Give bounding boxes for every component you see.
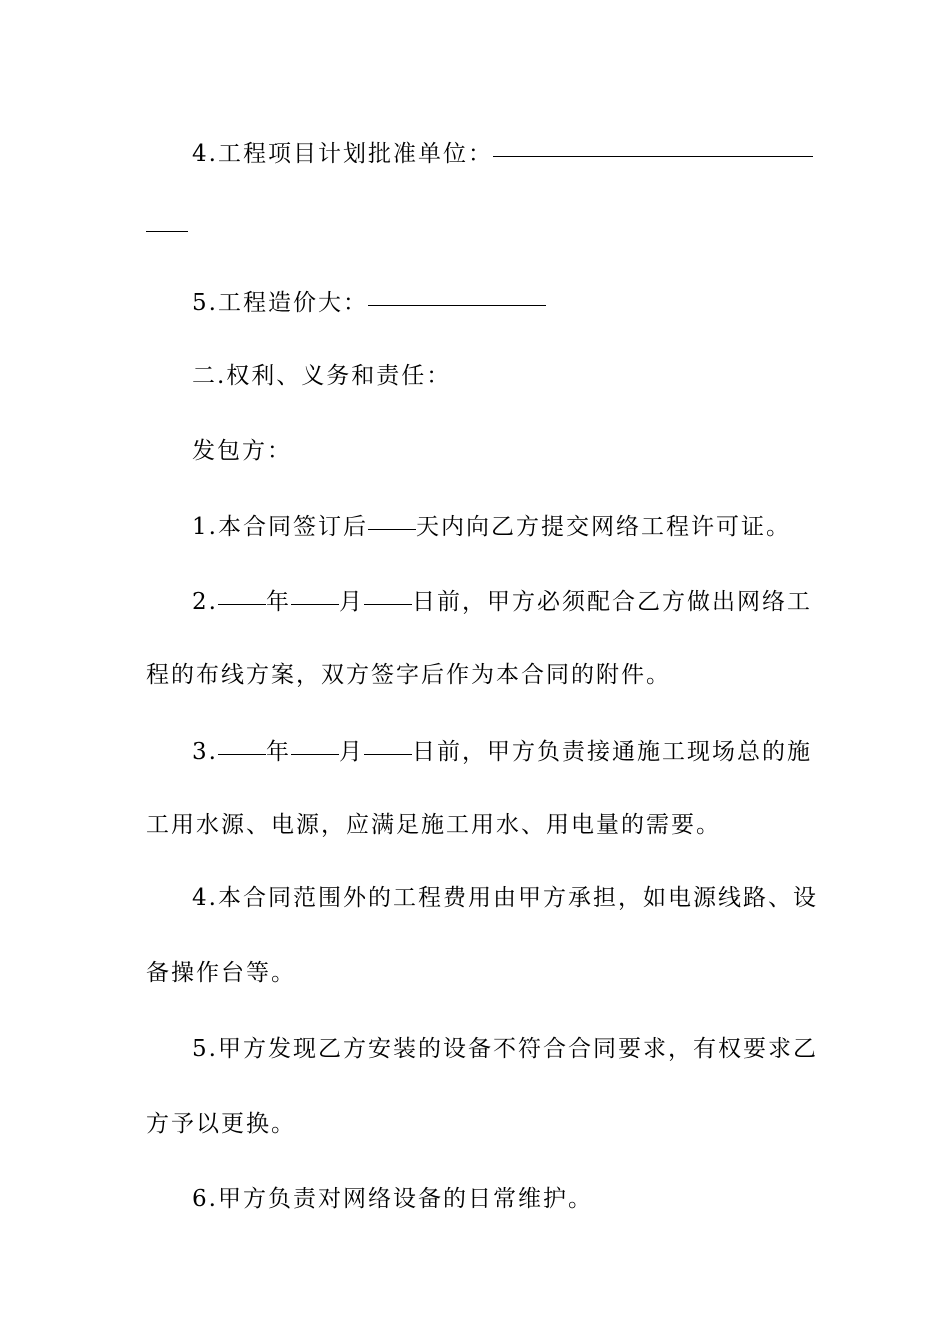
clause-label: 4.工程项目计划批准单位： (192, 141, 493, 167)
fill-blank-days (368, 505, 416, 530)
clause-6-maintenance: 6.甲方负责对网络设备的日常维护。 (192, 1186, 593, 1212)
clause-3-water-power: 3. 年 月 日前，甲方负责接通施工现场总的施 工用水源、电源，应满足施工用水、用电量的需要。 (146, 734, 806, 841)
clause-2-cabling-plan: 2. 年 月 日前，甲方必须配合乙方做出网络工 程的布线方案，双方签字后作为本合同的附件。 (146, 584, 806, 691)
fill-blank-month (291, 730, 339, 755)
section-heading: 二.权利、义务和责任： (192, 363, 452, 389)
fill-blank-year (218, 580, 266, 605)
fill-blank-day (364, 580, 412, 605)
fill-blank-line (493, 132, 813, 157)
clause-label: 5.工程造价大： (192, 290, 368, 316)
fill-blank-day (364, 730, 412, 755)
fill-blank-line (368, 281, 546, 306)
clause-5-replacement: 5.甲方发现乙方安装的设备不符合合同要求，有权要求乙 方予以更换。 (146, 1036, 818, 1137)
clause-4-extra-costs: 4.本合同范围外的工程费用由甲方承担，如电源线路、设 备操作台等。 (146, 885, 818, 986)
fill-blank-year (218, 730, 266, 755)
clause-approval-unit (146, 136, 806, 243)
clause-project-cost (146, 285, 806, 317)
fill-blank-continuation (146, 207, 188, 232)
fill-blank-month (291, 580, 339, 605)
clause-1-permit: 1.本合同签订后 天内向乙方提交网络工程许可证。 (146, 509, 806, 541)
party-heading: 发包方： (192, 438, 292, 464)
